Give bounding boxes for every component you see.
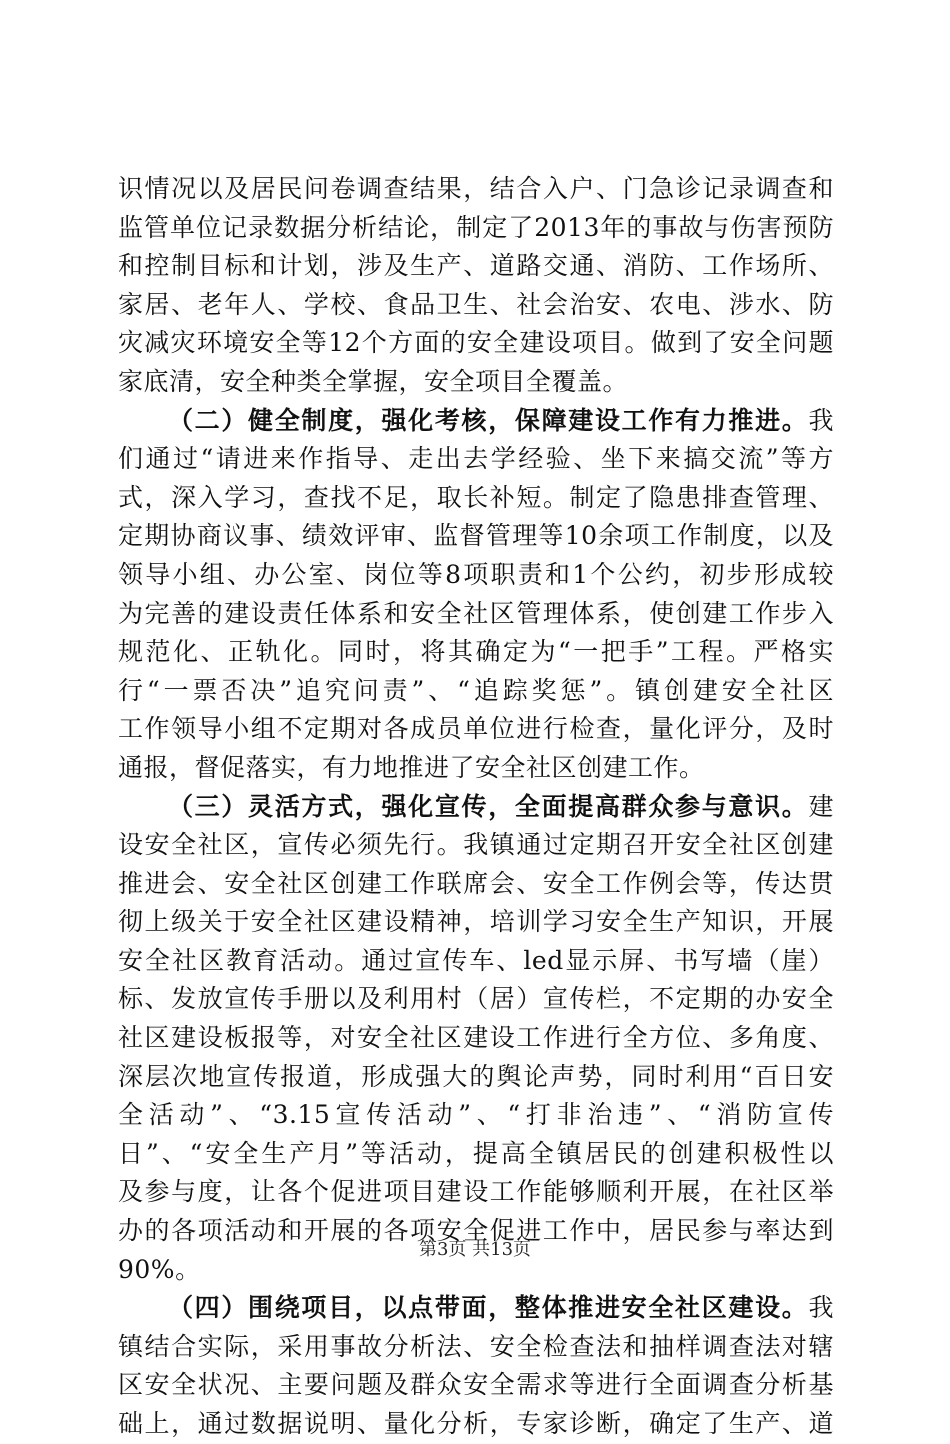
- paragraph-2: [118, 402, 834, 788]
- text-line: 全活动”、“3.15宣传活动”、“打非治违”、“消防宣传: [118, 1100, 834, 1130]
- text-line: 安全社区教育活动。通过宣传车、led显示屏、书写墙（崖）: [118, 945, 834, 975]
- paragraph-4: [118, 1289, 834, 1443]
- text-line: 定期协商议事、绩效评审、监督管理等10余项工作制度，以及: [118, 521, 834, 551]
- section-heading: （二）健全制度，强化考核，保障建设工作有力推进。: [168, 405, 809, 435]
- text-line: 设安全社区，宣传必须先行。我镇通过定期召开安全社区创建: [118, 830, 834, 860]
- text-line: 家底清，安全种类全掌握，安全项目全覆盖。: [118, 366, 629, 396]
- text-line: 推进会、安全社区创建工作联席会、安全工作例会等，传达贯: [118, 868, 834, 898]
- text-line: [118, 1289, 834, 1328]
- text-line: 彻上级关于安全社区建设精神，培训学习安全生产知识，开展: [118, 907, 834, 937]
- page-number-label: 第3页 共13页: [418, 1239, 532, 1260]
- text-line: 监管单位记录数据分析结论，制定了2013年的事故与伤害预防: [118, 212, 834, 242]
- paragraph-1: [118, 170, 834, 402]
- text-line: 90%。: [118, 1254, 201, 1284]
- text-line: 办的各项活动和开展的各项安全促进工作中，居民参与率达到: [118, 1216, 834, 1246]
- text-line: 灾减灾环境安全等12个方面的安全建设项目。做到了安全问题: [118, 328, 834, 358]
- text-line: 区安全状况、主要问题及群众安全需求等进行全面调查分析基: [118, 1370, 834, 1400]
- text-line: [118, 402, 834, 441]
- text-span: 建: [808, 791, 834, 821]
- text-span: 我: [808, 405, 834, 435]
- text-line: 础上，通过数据说明、量化分析，专家诊断，确定了生产、道: [118, 1409, 834, 1438]
- section-heading: （四）围绕项目，以点带面，整体推进安全社区建设。: [168, 1293, 809, 1323]
- text-line: 日”、“安全生产月”等活动，提高全镇居民的创建积极性以: [118, 1138, 834, 1168]
- section-heading: （三）灵活方式，强化宣传，全面提高群众参与意识。: [168, 791, 809, 821]
- text-line: 规范化、正轨化。同时，将其确定为“一把手”工程。严格实: [118, 637, 834, 667]
- text-line: 识情况以及居民问卷调查结果，结合入户、门急诊记录调查和: [118, 174, 834, 203]
- text-line: 行“一票否决”追究问责”、“追踪奖惩”。镇创建安全社区: [118, 675, 834, 705]
- text-line: 通报，督促落实，有力地推进了安全社区创建工作。: [118, 752, 705, 782]
- text-line: 领导小组、办公室、岗位等8项职责和1个公约，初步形成较: [118, 559, 834, 589]
- paragraph-3: [118, 788, 834, 1290]
- text-line: 深层次地宣传报道，形成强大的舆论声势，同时利用“百日安: [118, 1061, 834, 1091]
- text-line: [118, 788, 834, 827]
- text-line: 式，深入学习，查找不足，取长补短。制定了隐患排查管理、: [118, 482, 834, 512]
- page-footer: [0, 1238, 950, 1262]
- text-line: 社区建设板报等，对安全社区建设工作进行全方位、多角度、: [118, 1023, 834, 1053]
- text-line: 为完善的建设责任体系和安全社区管理体系，使创建工作步入: [118, 598, 834, 628]
- text-line: 工作领导小组不定期对各成员单位进行检查，量化评分，及时: [118, 714, 834, 744]
- text-line: 标、发放宣传手册以及利用村（居）宣传栏，不定期的办安全: [118, 984, 834, 1014]
- text-line: 和控制目标和计划，涉及生产、道路交通、消防、工作场所、: [118, 251, 834, 281]
- text-line: 家居、老年人、学校、食品卫生、社会治安、农电、涉水、防: [118, 289, 834, 319]
- text-line: 镇结合实际，采用事故分析法、安全检查法和抽样调查法对辖: [118, 1331, 834, 1361]
- text-span: 我: [808, 1293, 834, 1323]
- text-line: 及参与度，让各个促进项目建设工作能够顺利开展，在社区举: [118, 1177, 834, 1207]
- text-line: 们通过“请进来作指导、走出去学经验、坐下来搞交流”等方: [118, 444, 834, 474]
